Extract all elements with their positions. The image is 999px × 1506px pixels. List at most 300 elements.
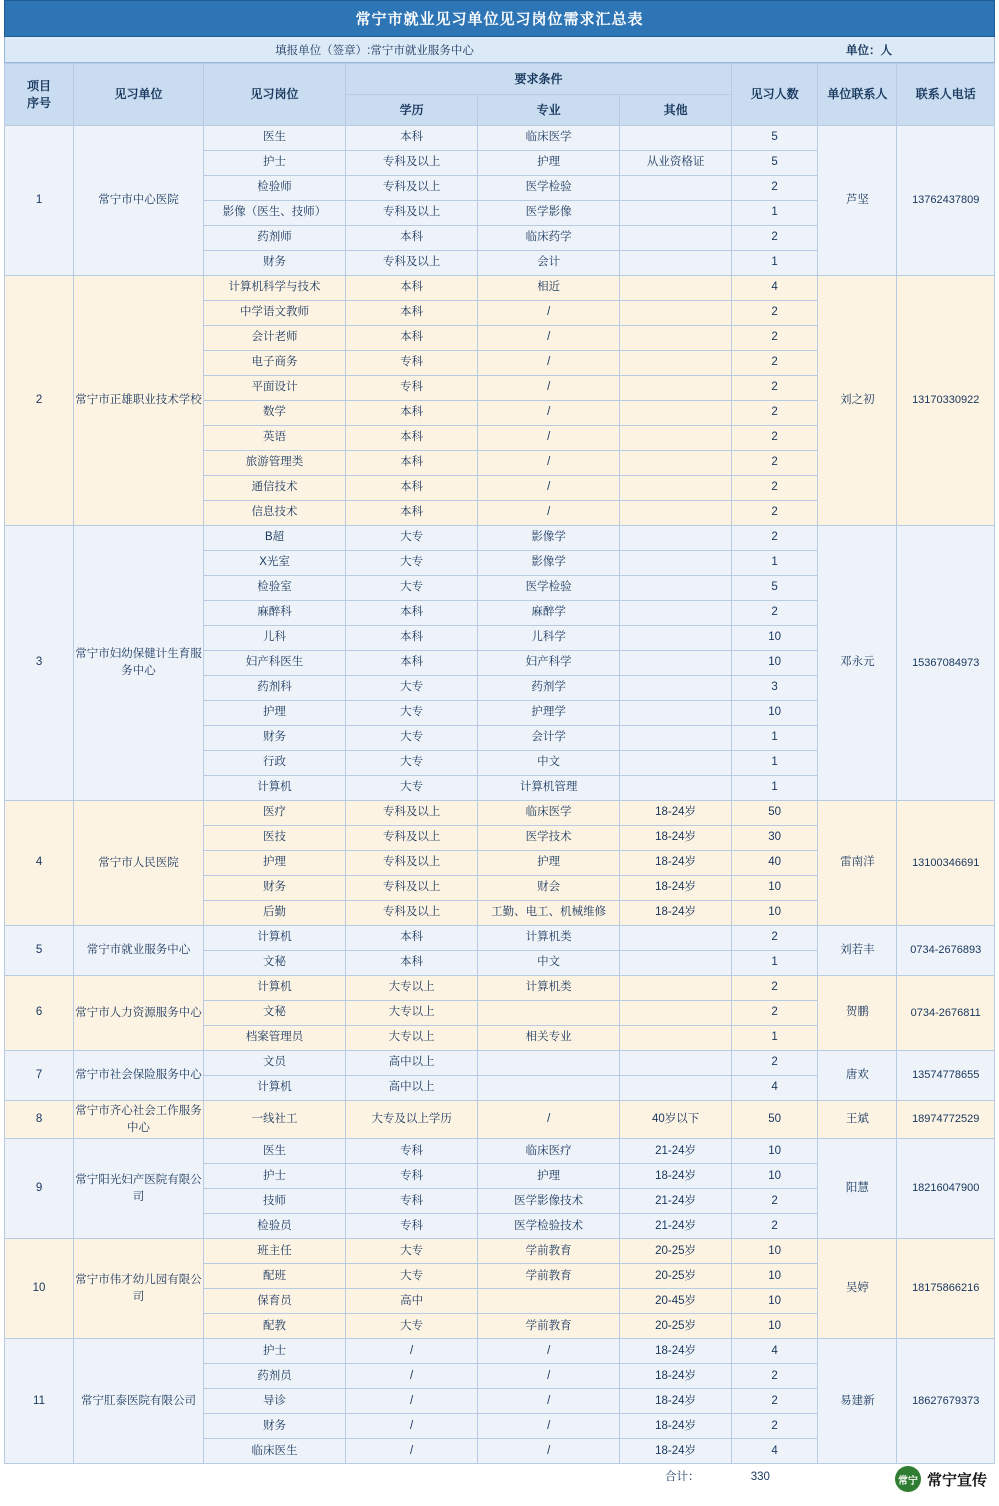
cell-education: 高中以上 <box>346 1051 478 1076</box>
cell-count: 10 <box>731 1139 817 1164</box>
cell-education: 专科 <box>346 1164 478 1189</box>
cell-position: 医疗 <box>203 801 345 826</box>
cell-count: 1 <box>731 951 817 976</box>
cell-major: / <box>478 1389 620 1414</box>
cell-position: 后勤 <box>203 901 345 926</box>
cell-education: 本科 <box>346 926 478 951</box>
cell-other <box>620 751 732 776</box>
cell-count: 1 <box>731 776 817 801</box>
cell-education: 本科 <box>346 451 478 476</box>
total-cell <box>4 1464 995 1490</box>
cell-other <box>620 476 732 501</box>
cell-education: 专科及以上 <box>346 801 478 826</box>
cell-other <box>620 626 732 651</box>
cell-education: 大专 <box>346 526 478 551</box>
cell-count: 5 <box>731 126 817 151</box>
cell-contact: 唐欢 <box>818 1051 897 1101</box>
cell-count: 10 <box>731 1164 817 1189</box>
cell-position: 计算机 <box>203 776 345 801</box>
cell-position: 文秘 <box>203 951 345 976</box>
cell-position: 配教 <box>203 1314 345 1339</box>
cell-phone: 18216047900 <box>897 1139 995 1239</box>
cell-phone: 13762437809 <box>897 126 995 276</box>
watermark-badge <box>895 1466 987 1492</box>
col-seq-line2: 序号 <box>27 95 52 110</box>
cell-count: 5 <box>731 151 817 176</box>
cell-major: 医学检验 <box>478 576 620 601</box>
cell-seq: 1 <box>5 126 74 276</box>
cell-seq: 6 <box>5 976 74 1051</box>
cell-count: 2 <box>731 501 817 526</box>
cell-other: 20-25岁 <box>620 1264 732 1289</box>
cell-count: 2 <box>731 476 817 501</box>
cell-count: 1 <box>731 251 817 276</box>
cell-education: 专科 <box>346 1139 478 1164</box>
cell-count: 10 <box>731 626 817 651</box>
cell-position: 财务 <box>203 876 345 901</box>
cell-major: 财会 <box>478 876 620 901</box>
cell-count: 30 <box>731 826 817 851</box>
cell-education: 本科 <box>346 226 478 251</box>
cell-major: / <box>478 1364 620 1389</box>
cell-other <box>620 251 732 276</box>
cell-other <box>620 176 732 201</box>
table-body <box>5 126 995 1464</box>
cell-count: 2 <box>731 1414 817 1439</box>
cell-major <box>478 1051 620 1076</box>
cell-phone: 18627679373 <box>897 1339 995 1464</box>
cell-education: 专科 <box>346 1189 478 1214</box>
col-education: 学历 <box>346 95 478 126</box>
cell-other: 20-45岁 <box>620 1289 732 1314</box>
cell-major: 学前教育 <box>478 1314 620 1339</box>
cell-major: 妇产科学 <box>478 651 620 676</box>
cell-position: 行政 <box>203 751 345 776</box>
cell-other: 18-24岁 <box>620 1439 732 1464</box>
cell-position: 文秘 <box>203 1001 345 1026</box>
cell-education: 本科 <box>346 626 478 651</box>
cell-position: B超 <box>203 526 345 551</box>
sub-header <box>4 37 995 63</box>
cell-major: / <box>478 426 620 451</box>
cell-position: 妇产科医生 <box>203 651 345 676</box>
cell-major: / <box>478 326 620 351</box>
cell-other <box>620 776 732 801</box>
cell-major: / <box>478 451 620 476</box>
cell-count: 10 <box>731 876 817 901</box>
total-value: 330 <box>750 1470 770 1483</box>
cell-position: 护理 <box>203 851 345 876</box>
cell-count: 1 <box>731 551 817 576</box>
cell-position: 会计老师 <box>203 326 345 351</box>
cell-other: 21-24岁 <box>620 1189 732 1214</box>
cell-major <box>478 1076 620 1101</box>
cell-phone: 18175866216 <box>897 1239 995 1339</box>
cell-org: 常宁市中心医院 <box>74 126 204 276</box>
cell-education: 大专 <box>346 676 478 701</box>
cell-major: 中文 <box>478 951 620 976</box>
cell-seq: 5 <box>5 926 74 976</box>
table-row <box>5 126 995 151</box>
cell-position: 护士 <box>203 151 345 176</box>
cell-other <box>620 526 732 551</box>
cell-education: 专科及以上 <box>346 176 478 201</box>
cell-other <box>620 651 732 676</box>
cell-position: 儿科 <box>203 626 345 651</box>
cell-other <box>620 376 732 401</box>
cell-position: 旅游管理类 <box>203 451 345 476</box>
cell-position: 医技 <box>203 826 345 851</box>
cell-major <box>478 1289 620 1314</box>
cell-other <box>620 401 732 426</box>
total-table <box>4 1464 995 1490</box>
cell-phone: 13100346691 <box>897 801 995 926</box>
badge-logo-icon: 常宁 <box>895 1466 921 1492</box>
cell-other <box>620 576 732 601</box>
cell-position: 检验师 <box>203 176 345 201</box>
cell-seq: 9 <box>5 1139 74 1239</box>
reporting-unit-label: 填报单位（签章）:常宁市就业服务中心 <box>275 44 474 57</box>
cell-other: 20-25岁 <box>620 1314 732 1339</box>
cell-count: 2 <box>731 601 817 626</box>
cell-other <box>620 1001 732 1026</box>
cell-contact: 吴婷 <box>818 1239 897 1339</box>
cell-count: 2 <box>731 226 817 251</box>
cell-org: 常宁肛泰医院有限公司 <box>74 1339 204 1464</box>
cell-major: 学前教育 <box>478 1239 620 1264</box>
cell-education: 高中以上 <box>346 1076 478 1101</box>
cell-other <box>620 701 732 726</box>
cell-position: 影像（医生、技师） <box>203 201 345 226</box>
cell-major: 医学影像 <box>478 201 620 226</box>
cell-major: 临床医学 <box>478 126 620 151</box>
cell-major: / <box>478 1339 620 1364</box>
cell-phone: 13170330922 <box>897 276 995 526</box>
cell-contact: 雷南洋 <box>818 801 897 926</box>
cell-count: 2 <box>731 351 817 376</box>
cell-position: 中学语文教师 <box>203 301 345 326</box>
col-count: 见习人数 <box>731 64 817 126</box>
cell-major: 影像学 <box>478 551 620 576</box>
cell-other: 18-24岁 <box>620 1364 732 1389</box>
cell-other: 18-24岁 <box>620 1389 732 1414</box>
cell-other <box>620 351 732 376</box>
cell-org: 常宁市妇幼保健计生育服务中心 <box>74 526 204 801</box>
cell-education: 大专 <box>346 726 478 751</box>
cell-position: 英语 <box>203 426 345 451</box>
cell-position: 计算机 <box>203 1076 345 1101</box>
cell-education: / <box>346 1389 478 1414</box>
unit-label: 单位：人 <box>846 44 892 57</box>
table-row <box>5 926 995 951</box>
cell-other: 18-24岁 <box>620 1339 732 1364</box>
cell-major: 会计学 <box>478 726 620 751</box>
cell-major: 相近 <box>478 276 620 301</box>
total-label: 合计： <box>665 1470 700 1483</box>
cell-org: 常宁市人民医院 <box>74 801 204 926</box>
cell-contact: 阳慧 <box>818 1139 897 1239</box>
cell-major: 儿科学 <box>478 626 620 651</box>
cell-other <box>620 276 732 301</box>
cell-org: 常宁阳光妇产医院有限公司 <box>74 1139 204 1239</box>
cell-education: 大专 <box>346 551 478 576</box>
cell-other: 21-24岁 <box>620 1214 732 1239</box>
cell-phone: 0734-2676893 <box>897 926 995 976</box>
cell-major: 会计 <box>478 251 620 276</box>
cell-phone: 18974772529 <box>897 1101 995 1139</box>
cell-count: 2 <box>731 1001 817 1026</box>
cell-major: 学前教育 <box>478 1264 620 1289</box>
cell-count: 2 <box>731 401 817 426</box>
cell-other <box>620 451 732 476</box>
cell-major: 中文 <box>478 751 620 776</box>
cell-seq: 8 <box>5 1101 74 1139</box>
cell-contact: 刘若丰 <box>818 926 897 976</box>
cell-other: 18-24岁 <box>620 801 732 826</box>
table-footer <box>4 1464 995 1506</box>
table-row <box>5 1139 995 1164</box>
cell-count: 10 <box>731 1314 817 1339</box>
cell-other <box>620 301 732 326</box>
cell-seq: 2 <box>5 276 74 526</box>
cell-education: 大专 <box>346 701 478 726</box>
cell-count: 1 <box>731 751 817 776</box>
cell-education: 本科 <box>346 951 478 976</box>
cell-other <box>620 976 732 1001</box>
cell-position: 麻醉科 <box>203 601 345 626</box>
cell-count: 10 <box>731 901 817 926</box>
cell-major: / <box>478 501 620 526</box>
cell-education: 本科 <box>346 501 478 526</box>
cell-education: 大专及以上学历 <box>346 1101 478 1139</box>
cell-count: 2 <box>731 426 817 451</box>
cell-major: 临床医疗 <box>478 1139 620 1164</box>
cell-major: / <box>478 351 620 376</box>
cell-education: 专科 <box>346 376 478 401</box>
cell-position: 医生 <box>203 126 345 151</box>
cell-education: 高中 <box>346 1289 478 1314</box>
cell-position: 计算机科学与技术 <box>203 276 345 301</box>
cell-position: 配班 <box>203 1264 345 1289</box>
col-other: 其他 <box>620 95 732 126</box>
cell-other <box>620 501 732 526</box>
cell-major: 影像学 <box>478 526 620 551</box>
col-requirements: 要求条件 <box>346 64 732 95</box>
cell-phone: 0734-2676811 <box>897 976 995 1051</box>
cell-major: 计算机类 <box>478 926 620 951</box>
cell-count: 10 <box>731 701 817 726</box>
cell-major: 护理 <box>478 1164 620 1189</box>
table-row <box>5 1339 995 1364</box>
cell-major <box>478 1001 620 1026</box>
cell-position: 数学 <box>203 401 345 426</box>
cell-contact: 邓永元 <box>818 526 897 801</box>
total-row <box>4 1464 995 1490</box>
cell-education: 大专以上 <box>346 976 478 1001</box>
cell-education: 本科 <box>346 276 478 301</box>
cell-position: 平面设计 <box>203 376 345 401</box>
cell-count: 2 <box>731 976 817 1001</box>
cell-education: 大专 <box>346 1264 478 1289</box>
cell-count: 2 <box>731 1389 817 1414</box>
cell-education: / <box>346 1339 478 1364</box>
cell-position: 药剂科 <box>203 676 345 701</box>
cell-other <box>620 326 732 351</box>
cell-contact: 易建新 <box>818 1339 897 1464</box>
cell-major: 医学影像技术 <box>478 1189 620 1214</box>
cell-org: 常宁市伟才幼儿园有限公司 <box>74 1239 204 1339</box>
badge-label: 常宁宣传 <box>926 1471 987 1489</box>
col-major: 专业 <box>478 95 620 126</box>
cell-count: 4 <box>731 1339 817 1364</box>
cell-other <box>620 126 732 151</box>
cell-education: / <box>346 1364 478 1389</box>
cell-education: 大专 <box>346 751 478 776</box>
cell-org: 常宁市人力资源服务中心 <box>74 976 204 1051</box>
cell-education: 专科及以上 <box>346 151 478 176</box>
cell-education: 专科及以上 <box>346 826 478 851</box>
cell-other: 18-24岁 <box>620 826 732 851</box>
cell-major: / <box>478 376 620 401</box>
cell-position: 电子商务 <box>203 351 345 376</box>
cell-count: 2 <box>731 526 817 551</box>
cell-education: 本科 <box>346 601 478 626</box>
cell-other: 18-24岁 <box>620 876 732 901</box>
cell-education: / <box>346 1439 478 1464</box>
cell-education: 专科及以上 <box>346 201 478 226</box>
cell-major: 药剂学 <box>478 676 620 701</box>
cell-position: X光室 <box>203 551 345 576</box>
cell-seq: 4 <box>5 801 74 926</box>
cell-other: 40岁以下 <box>620 1101 732 1139</box>
cell-count: 5 <box>731 576 817 601</box>
col-seq <box>5 64 74 126</box>
col-contact: 单位联系人 <box>818 64 897 126</box>
table-row <box>5 1239 995 1264</box>
cell-phone: 15367084973 <box>897 526 995 801</box>
cell-other: 20-25岁 <box>620 1239 732 1264</box>
cell-count: 1 <box>731 1026 817 1051</box>
cell-position: 财务 <box>203 1414 345 1439</box>
cell-count: 2 <box>731 1214 817 1239</box>
cell-count: 2 <box>731 1051 817 1076</box>
cell-other: 从业资格证 <box>620 151 732 176</box>
cell-count: 40 <box>731 851 817 876</box>
cell-position: 计算机 <box>203 926 345 951</box>
cell-education: 本科 <box>346 426 478 451</box>
cell-seq: 10 <box>5 1239 74 1339</box>
cell-contact: 王斌 <box>818 1101 897 1139</box>
table-row <box>5 1051 995 1076</box>
cell-org: 常宁市正雄职业技术学校 <box>74 276 204 526</box>
cell-education: 专科及以上 <box>346 876 478 901</box>
cell-major: 麻醉学 <box>478 601 620 626</box>
cell-count: 2 <box>731 176 817 201</box>
cell-count: 2 <box>731 451 817 476</box>
cell-major: / <box>478 476 620 501</box>
internship-demand-table <box>4 63 995 1464</box>
cell-count: 1 <box>731 201 817 226</box>
cell-major: 计算机管理 <box>478 776 620 801</box>
page-title: 常宁市就业见习单位见习岗位需求汇总表 <box>4 0 995 37</box>
cell-education: 本科 <box>346 126 478 151</box>
table-row <box>5 976 995 1001</box>
cell-major: / <box>478 1101 620 1139</box>
cell-other <box>620 951 732 976</box>
cell-phone: 13574778655 <box>897 1051 995 1101</box>
cell-education: 本科 <box>346 651 478 676</box>
cell-position: 保育员 <box>203 1289 345 1314</box>
cell-education: 大专 <box>346 1239 478 1264</box>
cell-position: 医生 <box>203 1139 345 1164</box>
table-row <box>5 1101 995 1139</box>
cell-education: 大专 <box>346 1314 478 1339</box>
col-org: 见习单位 <box>74 64 204 126</box>
cell-count: 2 <box>731 926 817 951</box>
col-phone: 联系人电话 <box>897 64 995 126</box>
col-seq-line1: 项目 <box>27 79 52 94</box>
cell-position: 导诊 <box>203 1389 345 1414</box>
cell-position: 文员 <box>203 1051 345 1076</box>
cell-major: / <box>478 1414 620 1439</box>
cell-position: 财务 <box>203 726 345 751</box>
cell-education: 专科及以上 <box>346 901 478 926</box>
cell-major: 计算机类 <box>478 976 620 1001</box>
cell-position: 护士 <box>203 1339 345 1364</box>
cell-major: 医学检验 <box>478 176 620 201</box>
cell-position: 临床医生 <box>203 1439 345 1464</box>
cell-education: 专科及以上 <box>346 251 478 276</box>
cell-major: 临床医学 <box>478 801 620 826</box>
cell-major: 临床药学 <box>478 226 620 251</box>
cell-count: 10 <box>731 1239 817 1264</box>
cell-contact: 刘之初 <box>818 276 897 526</box>
cell-count: 4 <box>731 276 817 301</box>
cell-education: 大专以上 <box>346 1001 478 1026</box>
cell-other: 21-24岁 <box>620 1139 732 1164</box>
cell-position: 通信技术 <box>203 476 345 501</box>
cell-education: 大专 <box>346 576 478 601</box>
cell-org: 常宁市就业服务中心 <box>74 926 204 976</box>
cell-education: 本科 <box>346 301 478 326</box>
cell-major: 医学技术 <box>478 826 620 851</box>
cell-education: 大专 <box>346 776 478 801</box>
table-row <box>5 276 995 301</box>
cell-other <box>620 601 732 626</box>
cell-education: 专科及以上 <box>346 851 478 876</box>
cell-seq: 7 <box>5 1051 74 1101</box>
cell-count: 2 <box>731 326 817 351</box>
table-row <box>5 526 995 551</box>
cell-org: 常宁市社会保险服务中心 <box>74 1051 204 1101</box>
cell-other <box>620 1051 732 1076</box>
cell-other <box>620 201 732 226</box>
cell-major: 工勤、电工、机械维修 <box>478 901 620 926</box>
cell-contact: 贺鹏 <box>818 976 897 1051</box>
cell-position: 检验室 <box>203 576 345 601</box>
cell-other <box>620 676 732 701</box>
cell-position: 药剂师 <box>203 226 345 251</box>
cell-major: / <box>478 401 620 426</box>
cell-education: 本科 <box>346 476 478 501</box>
cell-education: 本科 <box>346 326 478 351</box>
cell-contact: 芦坚 <box>818 126 897 276</box>
cell-count: 4 <box>731 1076 817 1101</box>
cell-count: 50 <box>731 1101 817 1139</box>
cell-count: 2 <box>731 301 817 326</box>
cell-major: / <box>478 1439 620 1464</box>
cell-count: 4 <box>731 1439 817 1464</box>
